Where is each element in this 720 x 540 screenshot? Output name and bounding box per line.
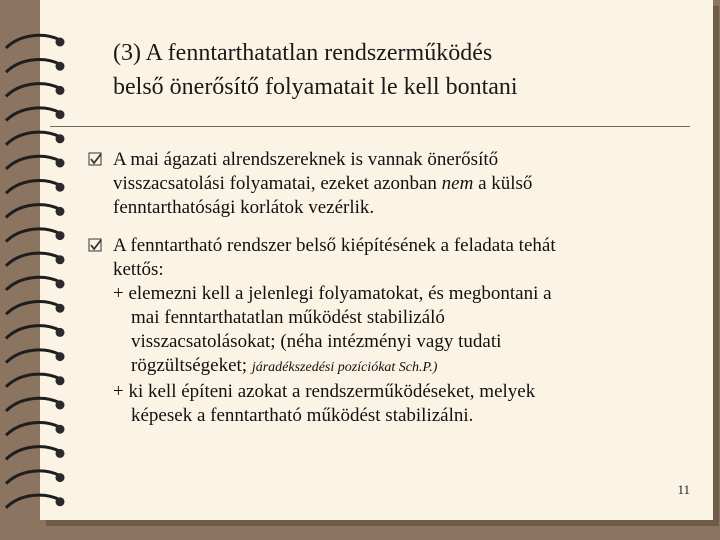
binding-hole: [56, 62, 65, 71]
binding-ring: [6, 374, 60, 387]
binding-ring: [6, 277, 60, 290]
bullet-1-text-b: a külső: [473, 173, 533, 194]
binding-hole: [56, 449, 65, 458]
binding-hole: [56, 328, 65, 337]
binding-ring: [6, 181, 60, 194]
binding-ring: [6, 447, 60, 460]
bullet-2-line-6: [113, 354, 693, 380]
binding-hole: [56, 86, 65, 95]
bullet-1-text-a: visszacsatolási folyamatai, ezeket azonban: [113, 173, 442, 194]
binding-ring: [6, 108, 60, 121]
binding-hole: [56, 255, 65, 264]
binding-ring: [6, 253, 60, 266]
bullet-2-line-2: kettős:: [113, 259, 164, 280]
binding-ring: [6, 350, 60, 363]
bullet-2-annotation: járadékszedési pozíciókat Sch.P.): [251, 360, 438, 375]
bullet-1-line-2: [113, 172, 693, 196]
binding-hole: [56, 401, 65, 410]
binding-hole: [56, 425, 65, 434]
binding-hole: [56, 304, 65, 313]
binding-ring: [6, 60, 60, 73]
checkbox-bullet-icon: [87, 151, 103, 167]
slide-title: [113, 36, 703, 104]
bullet-item-2: [113, 234, 693, 428]
binding-ring: [6, 326, 60, 339]
bullet-2-line-7: + ki kell építeni azokat a rendszerműködéseket, melyek: [113, 381, 536, 402]
binding-hole: [56, 134, 65, 143]
binding-ring: [6, 302, 60, 315]
binding-hole: [56, 207, 65, 216]
title-line-1: (3) A fenntarthatatlan rendszerműködés: [113, 40, 493, 66]
binding-ring: [6, 205, 60, 218]
binding-ring: [6, 84, 60, 97]
spiral-binding: [0, 0, 80, 540]
binding-hole: [56, 376, 65, 385]
bullet-2-line-8: képesek a fenntartható működést stabilizálni.: [131, 405, 474, 426]
bullet-2-line-4: mai fenntarthatatlan működést stabilizáló: [131, 307, 445, 328]
title-line-2: belső önerősítő folyamatait le kell bontani: [113, 74, 518, 100]
binding-hole: [56, 38, 65, 47]
binding-hole: [56, 473, 65, 482]
bullet-item-1: [113, 148, 693, 220]
title-divider: [50, 126, 690, 127]
binding-ring: [6, 423, 60, 436]
binding-ring: [6, 495, 60, 508]
binding-hole: [56, 497, 65, 506]
binding-hole: [56, 110, 65, 119]
bullet-2-text-a: rögzültségeket;: [131, 355, 252, 376]
bullet-1-line-1: A mai ágazati alrendszereknek is vannak önerősítő: [113, 149, 499, 170]
page-number: 11: [677, 482, 690, 497]
binding-ring: [6, 35, 60, 48]
binding-ring: [6, 471, 60, 484]
binding-hole: [56, 183, 65, 192]
binding-ring: [6, 132, 60, 145]
checkbox-bullet-icon: [87, 237, 103, 253]
bullet-1-line-3: fenntarthatósági korlátok vezérlik.: [113, 197, 375, 218]
binding-ring: [6, 156, 60, 169]
binding-hole: [56, 159, 65, 168]
binding-hole: [56, 231, 65, 240]
bullet-1-emphasis: nem: [441, 173, 474, 194]
bullet-2-line-1: A fenntartható rendszer belső kiépítésének a feladata tehát: [113, 235, 556, 256]
binding-hole: [56, 280, 65, 289]
binding-hole: [56, 352, 65, 361]
binding-ring: [6, 398, 60, 411]
bullet-2-line-5: visszacsatolásokat; (néha intézményi vagy tudati: [131, 331, 502, 352]
bullet-2-line-3: + elemezni kell a jelenlegi folyamatokat, és megbontani a: [113, 283, 552, 304]
binding-ring: [6, 229, 60, 242]
